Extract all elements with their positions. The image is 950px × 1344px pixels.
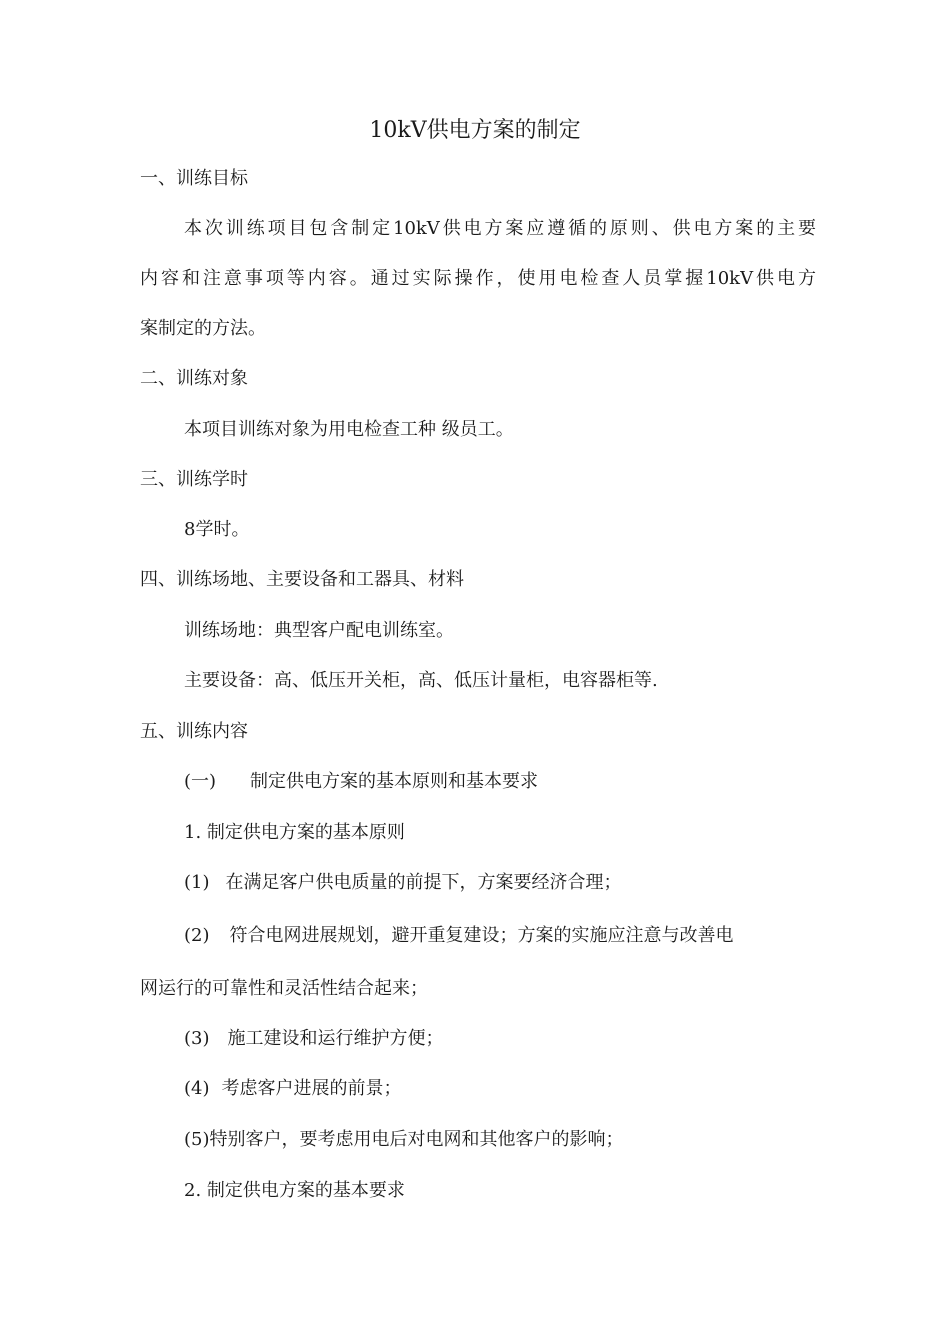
venue-paragraph: 训练场地：典型客户配电训练室。 [184, 620, 454, 641]
principle-2 [184, 923, 734, 949]
item-2-heading: 2. 制定供电方案的基本要求 [184, 1180, 405, 1201]
principle-4 [184, 1076, 402, 1102]
section-heading-objective: 一、训练目标 [140, 168, 248, 189]
principle-1-number: (1) [184, 872, 210, 893]
equipment-paragraph: 主要设备：高、低压开关柜，高、低压计量柜，电容器柜等. [184, 670, 658, 691]
subsection-1 [184, 769, 538, 795]
section-heading-content: 五、训练内容 [140, 721, 248, 742]
objective-paragraph-line-2: 内容和注意事项等内容。通过实际操作，使用电检查人员掌握10kV供电方 [140, 268, 816, 289]
section-heading-audience: 二、训练对象 [140, 368, 248, 389]
principle-4-number: (4) [184, 1078, 210, 1099]
principle-2-number: (2) [184, 925, 210, 946]
section-heading-hours: 三、训练学时 [140, 469, 248, 490]
principle-2-text-line-2: 网运行的可靠性和灵活性结合起来； [140, 978, 428, 999]
principle-1 [184, 870, 622, 896]
principle-2-text-line-1: 符合电网进展规划，避开重复建设；方案的实施应注意与改善电 [229, 925, 734, 946]
principle-3-text: 施工建设和运行维护方便； [227, 1028, 444, 1049]
hours-paragraph: 8学时。 [184, 519, 250, 540]
principle-1-text: 在满足客户供电质量的前提下，方案要经济合理； [225, 872, 622, 893]
principle-3-number: (3) [184, 1028, 210, 1049]
principle-3 [184, 1026, 444, 1052]
document-title: 10kV供电方案的制定 [369, 118, 581, 143]
subsection-1-number: (一) [184, 771, 217, 792]
item-1-heading: 1. 制定供电方案的基本原则 [184, 822, 405, 843]
principle-5: (5)特别客户，要考虑用电后对电网和其他客户的影响； [184, 1129, 624, 1150]
audience-paragraph: 本项目训练对象为用电检查工种 级员工。 [184, 419, 514, 440]
section-heading-venue-equipment: 四、训练场地、主要设备和工器具、材料 [140, 569, 464, 590]
objective-paragraph-line-3: 案制定的方法。 [140, 318, 266, 339]
principle-4-text: 考虑客户进展的前景； [221, 1078, 402, 1099]
subsection-1-text: 制定供电方案的基本原则和基本要求 [250, 771, 539, 792]
objective-paragraph-line-1: 本次训练项目包含制定10kV供电方案应遵循的原则、供电方案的主要 [184, 218, 816, 239]
